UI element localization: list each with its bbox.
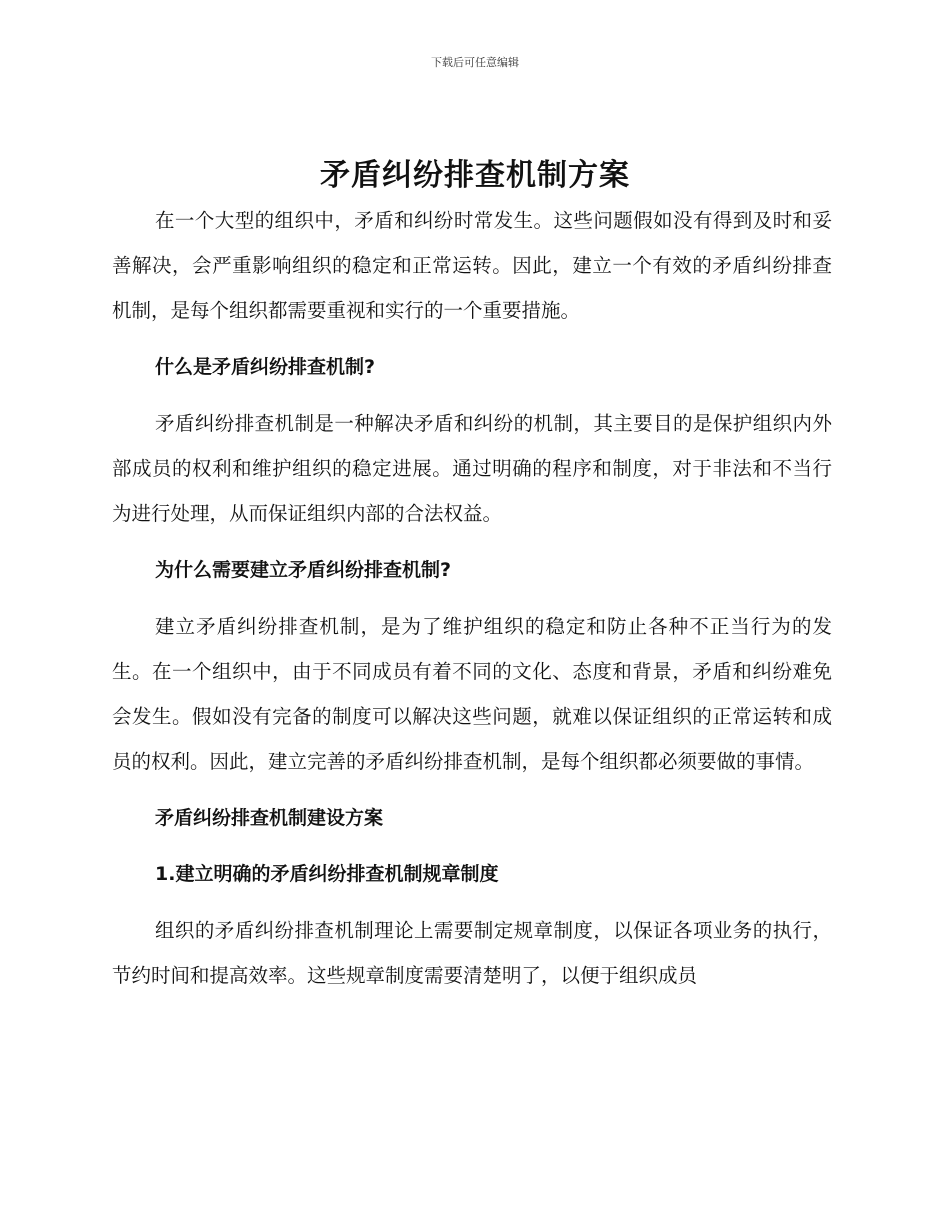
page-header-note: 下载后可任意编辑	[431, 56, 519, 69]
section-heading-plan: 矛盾纠纷排查机制建设方案	[155, 807, 384, 829]
section-body-what: 矛盾纠纷排查机制是一种解决矛盾和纠纷的机制，其主要目的是保护组织内外部成员的权利和维护组织的稳定进展。通过明确的程序和制度，对于非法和不当行为进行处理，从而保证组织内部的合法权益。	[112, 412, 832, 525]
document-title: 矛盾纠纷排查机制方案	[320, 158, 630, 193]
plan-item-1-heading: 1.建立明确的矛盾纠纷排查机制规章制度	[155, 863, 499, 885]
section-heading-why: 为什么需要建立矛盾纠纷排查机制?	[155, 559, 452, 581]
document-body	[112, 198, 832, 998]
plan-item-1-body: 组织的矛盾纠纷排查机制理论上需要制定规章制度，以保证各项业务的执行，节约时间和提高效率。这些规章制度需要清楚明了，以便于组织成员	[112, 919, 832, 987]
section-heading-what: 什么是矛盾纠纷排查机制?	[155, 356, 376, 378]
intro-paragraph: 在一个大型的组织中，矛盾和纠纷时常发生。这些问题假如没有得到及时和妥善解决，会严重影响组织的稳定和正常运转。因此，建立一个有效的矛盾纠纷排查机制，是每个组织都需要重视和实行的一个重要措施。	[112, 209, 832, 322]
section-body-why: 建立矛盾纠纷排查机制，是为了维护组织的稳定和防止各种不正当行为的发生。在一个组织中，由于不同成员有着不同的文化、态度和背景，矛盾和纠纷难免会发生。假如没有完备的制度可以解决这些问题，就难以保证组织的正常运转和成员的权利。因此，建立完善的矛盾纠纷排查机制，是每个组织都必须要做的事情。	[112, 615, 832, 773]
